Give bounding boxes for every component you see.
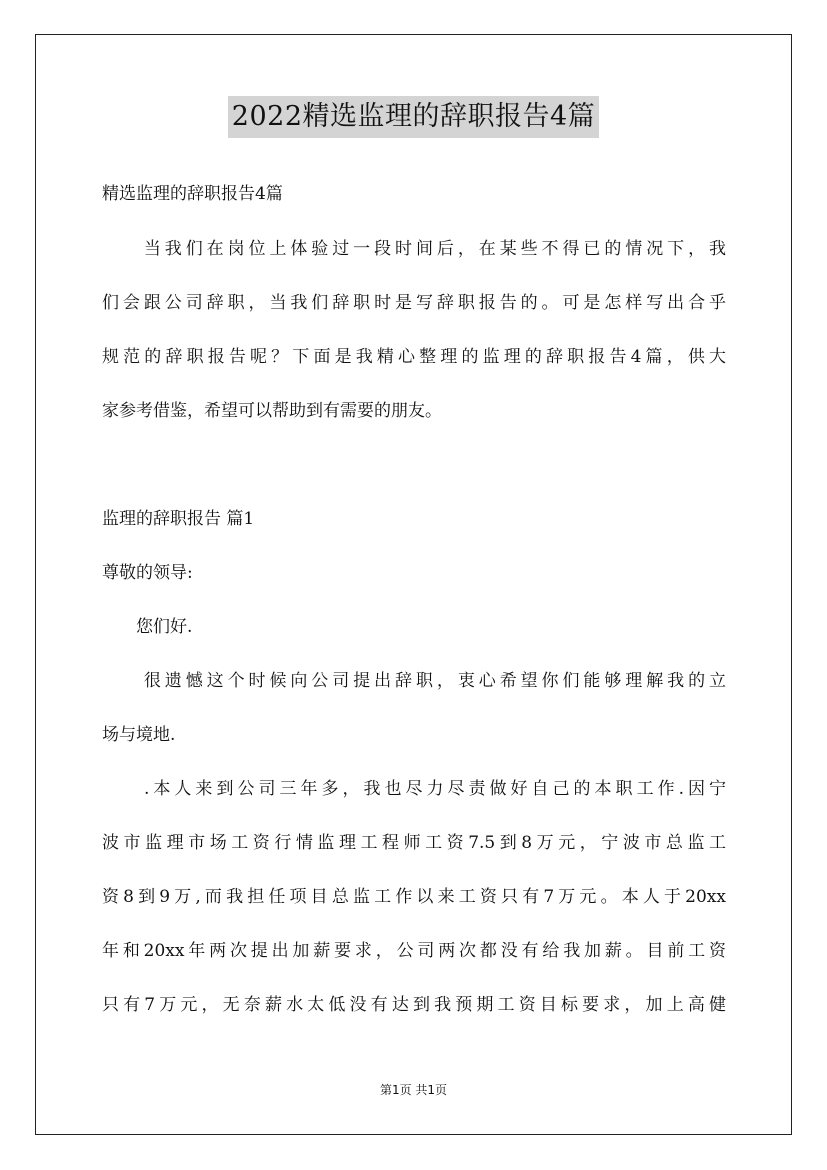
paragraph-line: .本人来到公司三年多，我也尽力尽责做好自己的本职工作.因宁 xyxy=(102,779,726,799)
page-footer: 第1页 共1页 xyxy=(379,1083,448,1097)
paragraph-line: 场与境地. xyxy=(102,725,176,745)
intro-line: 规范的辞职报告呢？下面是我精心整理的监理的辞职报告4篇，供大 xyxy=(102,347,726,367)
paragraph-line: 资8到9万,而我担任项目总监工作以来工资只有7万元。本人于20xx xyxy=(102,887,726,907)
intro-line: 们会跟公司辞职，当我们辞职时是写辞职报告的。可是怎样写出合乎 xyxy=(102,293,726,313)
paragraph-line: 只有7万元，无奈薪水太低没有达到我预期工资目标要求，加上高健 xyxy=(102,995,726,1015)
salutation: 尊敬的领导: xyxy=(102,563,193,583)
intro-line: 当我们在岗位上体验过一段时间后，在某些不得已的情况下，我 xyxy=(102,239,726,259)
title-container xyxy=(0,96,827,138)
paragraph-line: 波市监理市场工资行情监理工程师工资7.5到8万元，宁波市总监工 xyxy=(102,833,726,853)
intro-line: 家参考借鉴，希望可以帮助到有需要的朋友。 xyxy=(102,401,442,421)
document-title: 2022精选监理的辞职报告4篇 xyxy=(228,96,599,138)
subtitle: 精选监理的辞职报告4篇 xyxy=(102,184,283,204)
greeting: 您们好. xyxy=(102,617,193,637)
paragraph-line: 很遗憾这个时候向公司提出辞职，衷心希望你们能够理解我的立 xyxy=(102,671,726,691)
section-heading: 监理的辞职报告 篇1 xyxy=(102,509,255,529)
paragraph-line: 年和20xx年两次提出加薪要求，公司两次都没有给我加薪。目前工资 xyxy=(102,941,726,961)
